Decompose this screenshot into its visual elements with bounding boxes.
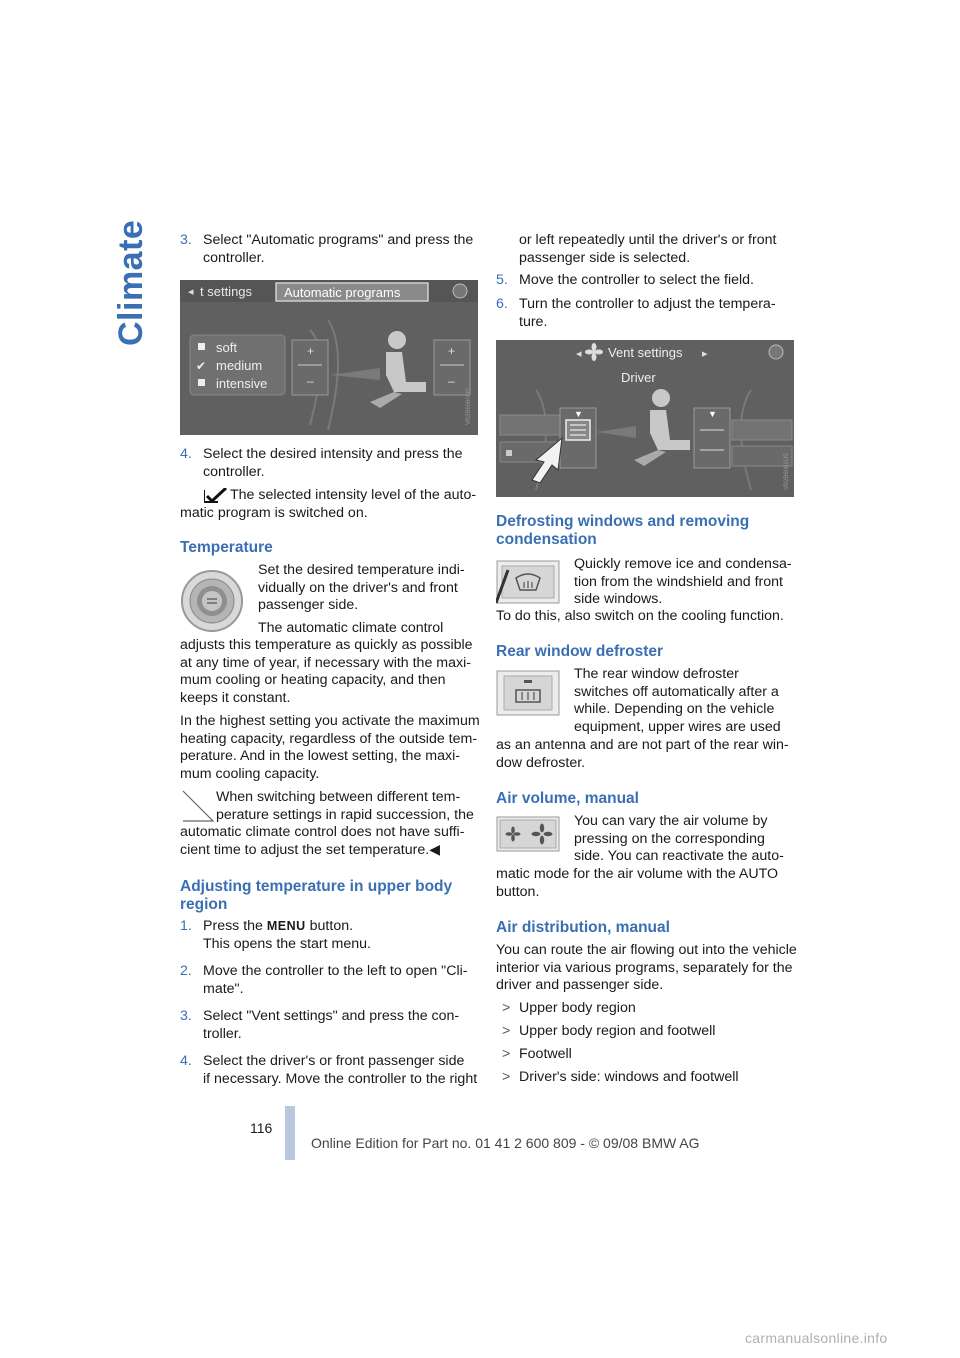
step-text: This opens the start menu. xyxy=(203,935,371,952)
rear-defroster-text-cont xyxy=(496,737,796,772)
paragraph-line: dow defroster. xyxy=(496,754,586,771)
automatic-programs-screenshot xyxy=(180,280,478,435)
checkbox-soft xyxy=(198,343,205,350)
bullet-marker: > xyxy=(502,1069,511,1085)
step-text: Select "Automatic programs" and press the xyxy=(203,232,474,248)
option-medium: medium xyxy=(216,358,263,373)
adjust-step-2 xyxy=(180,963,480,999)
note-text: The selected intensity level of the auto- xyxy=(230,487,477,503)
step-text: Move the controller to select the field. xyxy=(519,272,755,288)
step-number: 3. xyxy=(180,232,192,248)
paragraph-line: heating capacity, regardless of the outside tem- xyxy=(180,730,478,747)
paragraph-line: To do this, also switch on the cooling function. xyxy=(496,608,784,624)
footer-edition: Online Edition for Part no. 01 41 2 600 809 - © 09/08 BMW AG xyxy=(311,1135,700,1151)
bullet-text: Upper body region xyxy=(519,1000,636,1016)
temperature-heading: Temperature xyxy=(180,539,273,556)
paragraph-line: adjusts this temperature as quickly as possible xyxy=(180,637,473,653)
paragraph-line: button. xyxy=(496,883,540,900)
automatic-programs-screen xyxy=(180,280,478,435)
paragraph-line: interior via various programs, separately for the xyxy=(496,959,793,976)
paragraph-line: cient time to adjust the set temperature.◀ xyxy=(180,841,441,858)
svg-text:+: + xyxy=(448,344,456,358)
step-text: ture. xyxy=(519,313,548,330)
back-arrow-icon: ◂ xyxy=(576,348,582,360)
paragraph-line: passenger side is selected. xyxy=(519,249,691,266)
paragraph-line: matic mode for the air volume with the AUTO xyxy=(496,866,779,882)
page-number: 116 xyxy=(250,1120,273,1136)
adjusting-temperature-heading xyxy=(180,878,480,914)
bullet-marker: > xyxy=(502,1023,511,1039)
paragraph-line: driver and passenger side. xyxy=(496,977,664,994)
paragraph-line: You can route the air flowing out into the vehicle xyxy=(496,942,797,958)
step-4 xyxy=(180,446,480,482)
paragraph-line: while. Depending on the vehicle xyxy=(574,701,775,718)
option-soft: soft xyxy=(216,340,237,355)
paragraph-line: Quickly remove ice and condensa- xyxy=(574,556,792,572)
paragraph-line: equipment, upper wires are used xyxy=(574,718,781,735)
arrow-down-icon: ▼ xyxy=(574,409,583,419)
paragraph-line: side windows. xyxy=(574,591,663,608)
bullet-item xyxy=(496,1023,796,1043)
vent-settings-screenshot xyxy=(496,340,794,497)
step-number: 2. xyxy=(180,963,192,979)
paragraph-line: mum cooling capacity. xyxy=(180,765,320,782)
step-number: 1. xyxy=(180,918,192,934)
controller-icon xyxy=(769,345,783,359)
air-distribution-heading: Air distribution, manual xyxy=(496,919,670,936)
note-text xyxy=(216,789,486,824)
tab-settings-label: t settings xyxy=(200,284,253,299)
paragraph-line: The rear window defroster xyxy=(574,666,739,682)
step-text xyxy=(203,918,353,936)
chapter-title xyxy=(112,219,152,348)
option-intensive: intensive xyxy=(216,376,268,391)
paragraph-line: pressing on the corresponding xyxy=(574,830,765,847)
image-code: VB2B6060US xyxy=(466,387,472,425)
temperature-text xyxy=(258,562,488,637)
highest-setting-text xyxy=(180,713,480,783)
rear-window-defroster-heading: Rear window defroster xyxy=(496,643,664,660)
vent-settings-title: Vent settings xyxy=(608,345,683,360)
step-text: troller. xyxy=(203,1025,242,1042)
adjust-step-1 xyxy=(180,918,480,954)
step-number: 6. xyxy=(496,296,508,312)
air-volume-text xyxy=(574,813,804,866)
step-text: Select "Vent settings" and press the con- xyxy=(203,1008,460,1024)
air-volume-button-icon xyxy=(496,816,560,852)
heading-line: Adjusting temperature in upper body xyxy=(180,878,453,895)
bullet-text: Footwell xyxy=(519,1046,572,1062)
tab-automatic-programs-label: Automatic programs xyxy=(284,285,401,300)
footer-bar xyxy=(285,1106,295,1160)
step-text: Select the driver's or front passenger side xyxy=(203,1053,465,1069)
paragraph-line: In the highest setting you activate the maximum xyxy=(180,713,480,729)
paragraph-line: at any time of year, if necessary with the maxi- xyxy=(180,654,471,671)
adjust-step-4 xyxy=(180,1053,480,1089)
air-volume-heading: Air volume, manual xyxy=(496,790,639,807)
image-code: VB2B6061US xyxy=(784,452,790,490)
checkbox-intensive xyxy=(198,379,205,386)
paragraph-line: side. You can reactivate the auto- xyxy=(574,848,784,865)
note-text: matic program is switched on. xyxy=(180,504,368,521)
step-number: 4. xyxy=(180,1053,192,1069)
paragraph-line: as an antenna and are not part of the rear win- xyxy=(496,737,789,753)
paragraph-line: vidually on the driver's and front xyxy=(258,579,458,596)
paragraph-line: perature settings in rapid succession, the xyxy=(216,806,474,823)
step-text: controller. xyxy=(203,463,265,480)
driver-label: Driver xyxy=(621,370,656,385)
step-text-pre: Press the xyxy=(203,918,263,934)
rear-defroster-text xyxy=(574,666,804,736)
paragraph-line: passenger side. xyxy=(258,597,359,614)
windshield-defrost-button-icon xyxy=(496,560,560,604)
heading-line: Defrosting windows and removing xyxy=(496,513,750,530)
paragraph-line: When switching between different tem- xyxy=(216,789,461,805)
arrow-down-icon: ▼ xyxy=(708,409,717,419)
step-text: Move the controller to the left to open "Cli- xyxy=(203,963,468,979)
bullet-marker: > xyxy=(502,1046,511,1062)
paragraph-line: perature. And in the lowest setting, the maxi- xyxy=(180,748,460,765)
step-number: 4. xyxy=(180,446,192,462)
bullet-item xyxy=(496,1046,796,1066)
temperature-knob-icon xyxy=(180,565,244,637)
svg-text:+: + xyxy=(307,344,315,358)
step-6 xyxy=(496,296,796,332)
defrosting-heading xyxy=(496,513,796,549)
step-text: controller. xyxy=(203,249,265,266)
bullet-text: Upper body region and footwell xyxy=(519,1023,716,1039)
air-volume-text-cont xyxy=(496,866,796,901)
step-text: Select the desired intensity and press the xyxy=(203,446,463,462)
check-icon xyxy=(204,488,230,504)
paragraph-line: Set the desired temperature indi- xyxy=(258,562,465,578)
step-text: if necessary. Move the controller to the right xyxy=(203,1070,478,1087)
bullet-item xyxy=(496,1000,796,1020)
note-triangle-icon xyxy=(182,790,214,822)
svg-text:–: – xyxy=(448,374,455,388)
paragraph-line: or left repeatedly until the driver's or front xyxy=(519,232,777,248)
check-icon: ✔ xyxy=(196,359,207,373)
back-arrow-icon: ◂ xyxy=(188,286,194,298)
paragraph-line: keeps it constant. xyxy=(180,689,291,706)
paragraph-line: You can vary the air volume by xyxy=(574,813,768,829)
paragraph-line: automatic climate control does not have suffi- xyxy=(180,824,465,840)
step-text: Turn the controller to adjust the tempera- xyxy=(519,296,776,312)
watermark: carmanualsonline.info xyxy=(745,1330,888,1346)
note-text-cont xyxy=(180,824,480,859)
defrosting-text xyxy=(574,556,804,609)
step-4-continued xyxy=(519,232,809,267)
paragraph-line: The automatic climate control xyxy=(258,619,444,636)
step-number: 3. xyxy=(180,1008,192,1024)
bullet-item xyxy=(496,1069,796,1089)
svg-text:–: – xyxy=(307,374,314,388)
adjust-step-3 xyxy=(180,1008,480,1044)
bullet-marker: > xyxy=(502,1000,511,1016)
paragraph-line: mum cooling or heating capacity, and then xyxy=(180,672,446,689)
forward-arrow-icon: ▸ xyxy=(702,348,708,360)
step-5 xyxy=(496,272,796,292)
air-distribution-text xyxy=(496,942,796,995)
temperature-text-cont xyxy=(180,637,480,707)
paragraph-line: tion from the windshield and front xyxy=(574,573,783,590)
bullet-text: Driver's side: windows and footwell xyxy=(519,1069,739,1085)
step-text: mate". xyxy=(203,980,244,997)
step-text-post: button. xyxy=(309,918,354,934)
heading-line: region xyxy=(180,896,228,913)
chapter-title-text: Climate xyxy=(112,219,150,346)
controller-icon xyxy=(453,284,467,298)
rear-defrost-button-icon xyxy=(496,670,560,716)
vent-settings-screen xyxy=(496,340,794,497)
heading-line: condensation xyxy=(496,531,597,548)
step-3 xyxy=(180,232,480,268)
step-number: 5. xyxy=(496,272,508,288)
paragraph-line: switches off automatically after a xyxy=(574,683,779,700)
menu-button-icon: MENU xyxy=(266,919,306,933)
